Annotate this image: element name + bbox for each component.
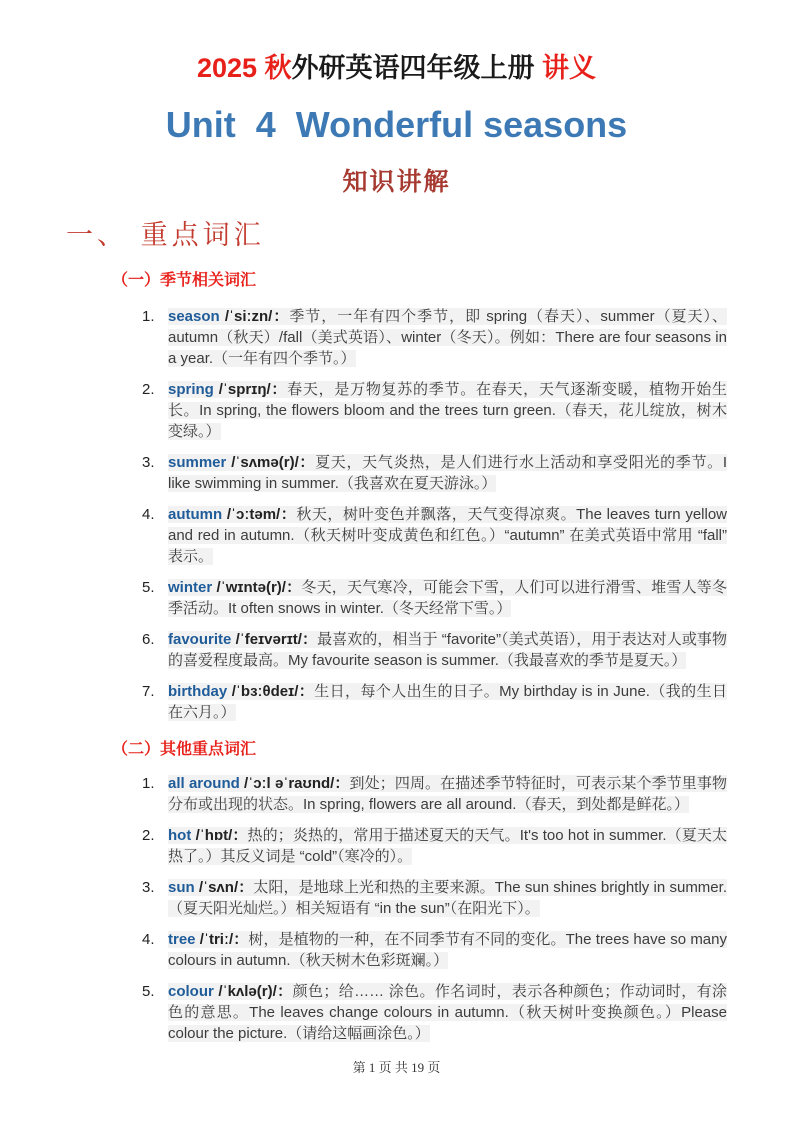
vocab-description: 热的；炎热的，常用于描述夏天的天气。It's too hot in summer.（夏天太热了。）其反义词是 “cold”（寒冷的）。 bbox=[168, 827, 727, 865]
subsection-season-vocab: （一）季节相关词汇 bbox=[112, 272, 257, 289]
doc-title-suffix: 讲义 bbox=[534, 53, 597, 83]
vocab-item-winter bbox=[142, 577, 727, 619]
vocab-word: all around bbox=[168, 775, 240, 792]
vocab-word: spring bbox=[168, 381, 214, 398]
item-number: 3. bbox=[142, 879, 155, 896]
item-text bbox=[168, 379, 727, 442]
vocab-phonetic: /ˈsiːzn/： bbox=[219, 308, 290, 325]
vocab-description: 秋天，树叶变色并飘落，天气变得凉爽。The leaves turn yellow and red in autumn.（秋天树叶变成黄色和红色。）“autumn” 在美式英语中常用 “fall” 表示。 bbox=[168, 506, 727, 565]
vocab-word: colour bbox=[168, 983, 214, 1000]
vocab-phonetic: /ˈwɪntə(r)/： bbox=[212, 579, 302, 596]
item-number: 1. bbox=[142, 308, 155, 325]
vocab-list-seasons bbox=[0, 306, 793, 723]
vocab-description: 季节，一年有四个季节，即 spring（春天）、summer（夏天）、autumn（秋天）/fall（美式英语）、winter（冬天）。例如：There are four seasons in a year.（一年有四个季节。） bbox=[168, 308, 727, 367]
vocab-item-season bbox=[142, 306, 727, 369]
item-number: 2. bbox=[142, 827, 155, 844]
vocab-description: 树，是植物的一种，在不同季节有不同的变化。The trees have so many colours in autumn.（秋天树木色彩斑斓。） bbox=[168, 931, 727, 969]
item-number: 3. bbox=[142, 454, 155, 471]
vocab-description: 夏天，天气炎热，是人们进行水上活动和享受阳光的季节。I like swimming in summer.（我喜欢在夏天游泳。） bbox=[168, 454, 727, 492]
unit-title: Unit 4 Wonderful seasons bbox=[165, 104, 628, 145]
vocab-word: hot bbox=[168, 827, 192, 844]
vocab-item-tree bbox=[142, 929, 727, 971]
vocab-description: 到处；四周。在描述季节特征时，可表示某个季节里事物分布或出现的状态。In spring, flowers are all around.（春天，到处都是鲜花。） bbox=[168, 775, 727, 813]
item-number: 1. bbox=[142, 775, 155, 792]
vocab-description: 最喜欢的，相当于 “favorite”（美式英语），用于表达对人或事物的喜爱程度最高。My favourite season is summer.（我最喜欢的季节是夏天。） bbox=[168, 631, 727, 669]
vocab-phonetic: /ˈsprɪŋ/： bbox=[213, 381, 288, 398]
doc-title bbox=[0, 0, 793, 84]
vocab-list-other bbox=[0, 773, 793, 1044]
vocab-word: autumn bbox=[168, 506, 223, 523]
vocab-item-favourite bbox=[142, 629, 727, 671]
item-number: 2. bbox=[142, 381, 155, 398]
section-heading-key-vocab: 一、 重点词汇 bbox=[66, 220, 265, 251]
vocab-item-birthday bbox=[142, 681, 727, 723]
vocab-phonetic: /ˈbɜːθdeɪ/： bbox=[227, 683, 315, 700]
doc-title-year: 2025 秋 bbox=[196, 53, 292, 83]
vocab-description: 太阳，是地球上光和热的主要来源。The sun shines brightly in summer.（夏天阳光灿烂。）相关短语有 “in the sun”（在阳光下）。 bbox=[168, 879, 727, 917]
item-text bbox=[168, 929, 727, 971]
item-number: 7. bbox=[142, 683, 155, 700]
item-text bbox=[168, 681, 727, 723]
vocab-description: 生日，每个人出生的日子。My birthday is in June.（我的生日在六月。） bbox=[168, 683, 727, 721]
vocab-word: tree bbox=[168, 931, 196, 948]
item-text bbox=[168, 877, 727, 919]
vocab-word: birthday bbox=[168, 683, 228, 700]
subsection-other-vocab: （二）其他重点词汇 bbox=[112, 741, 257, 758]
vocab-word: sun bbox=[168, 879, 195, 896]
item-text bbox=[168, 825, 727, 867]
vocab-description: 冬天，天气寒冷，可能会下雪，人们可以进行滑雪、堆雪人等冬季活动。It often snows in winter.（冬天经常下雪。） bbox=[168, 579, 727, 617]
item-text bbox=[168, 452, 727, 494]
item-number: 4. bbox=[142, 506, 155, 523]
vocab-item-summer bbox=[142, 452, 727, 494]
doc-title-main: 外研英语四年级上册 bbox=[291, 53, 535, 83]
item-number: 6. bbox=[142, 631, 155, 648]
vocab-item-autumn bbox=[142, 504, 727, 567]
knowledge-subtitle: 知识讲解 bbox=[342, 169, 451, 196]
vocab-word: favourite bbox=[168, 631, 232, 648]
item-text bbox=[168, 773, 727, 815]
item-text bbox=[168, 577, 727, 619]
item-text bbox=[168, 629, 727, 671]
vocab-word: summer bbox=[168, 454, 227, 471]
item-number: 4. bbox=[142, 931, 155, 948]
vocab-phonetic: /ˈhɒt/： bbox=[191, 827, 248, 844]
vocab-description: 春天，是万物复苏的季节。在春天，天气逐渐变暖，植物开始生长。In spring, the flowers bloom and the trees turn green.（春天，花儿绽放，树木变绿。） bbox=[168, 381, 727, 440]
vocab-phonetic: /ˈɔːtəm/： bbox=[222, 506, 297, 523]
vocab-item-sun bbox=[142, 877, 727, 919]
vocab-phonetic: /ˈɔːl əˈraʊnd/： bbox=[239, 775, 350, 792]
item-number: 5. bbox=[142, 579, 155, 596]
vocab-item-hot bbox=[142, 825, 727, 867]
page-footer: 第 1 页 共 19 页 bbox=[352, 1060, 441, 1075]
vocab-phonetic: /ˈtriː/： bbox=[195, 931, 249, 948]
vocab-phonetic: /ˈsʌmə(r)/： bbox=[226, 454, 316, 471]
vocab-description: 颜色；给…… 涂色。作名词时，表示各种颜色；作动词时，有涂色的意思。The leaves change colours in autumn.（秋天树叶变换颜色。）Please colour the picture.（请给这幅画涂色。） bbox=[168, 983, 728, 1042]
vocab-word: season bbox=[168, 308, 220, 325]
vocab-item-all-around bbox=[142, 773, 727, 815]
item-text bbox=[168, 504, 727, 567]
vocab-phonetic: /ˈsʌn/： bbox=[194, 879, 254, 896]
item-text bbox=[168, 306, 727, 369]
vocab-phonetic: /ˈkʌlə(r)/： bbox=[213, 983, 293, 1000]
item-text bbox=[168, 981, 727, 1044]
vocab-phonetic: /ˈfeɪvərɪt/： bbox=[231, 631, 318, 648]
vocab-item-spring bbox=[142, 379, 727, 442]
vocab-item-colour bbox=[142, 981, 727, 1044]
item-number: 5. bbox=[142, 983, 155, 1000]
vocab-word: winter bbox=[168, 579, 213, 596]
